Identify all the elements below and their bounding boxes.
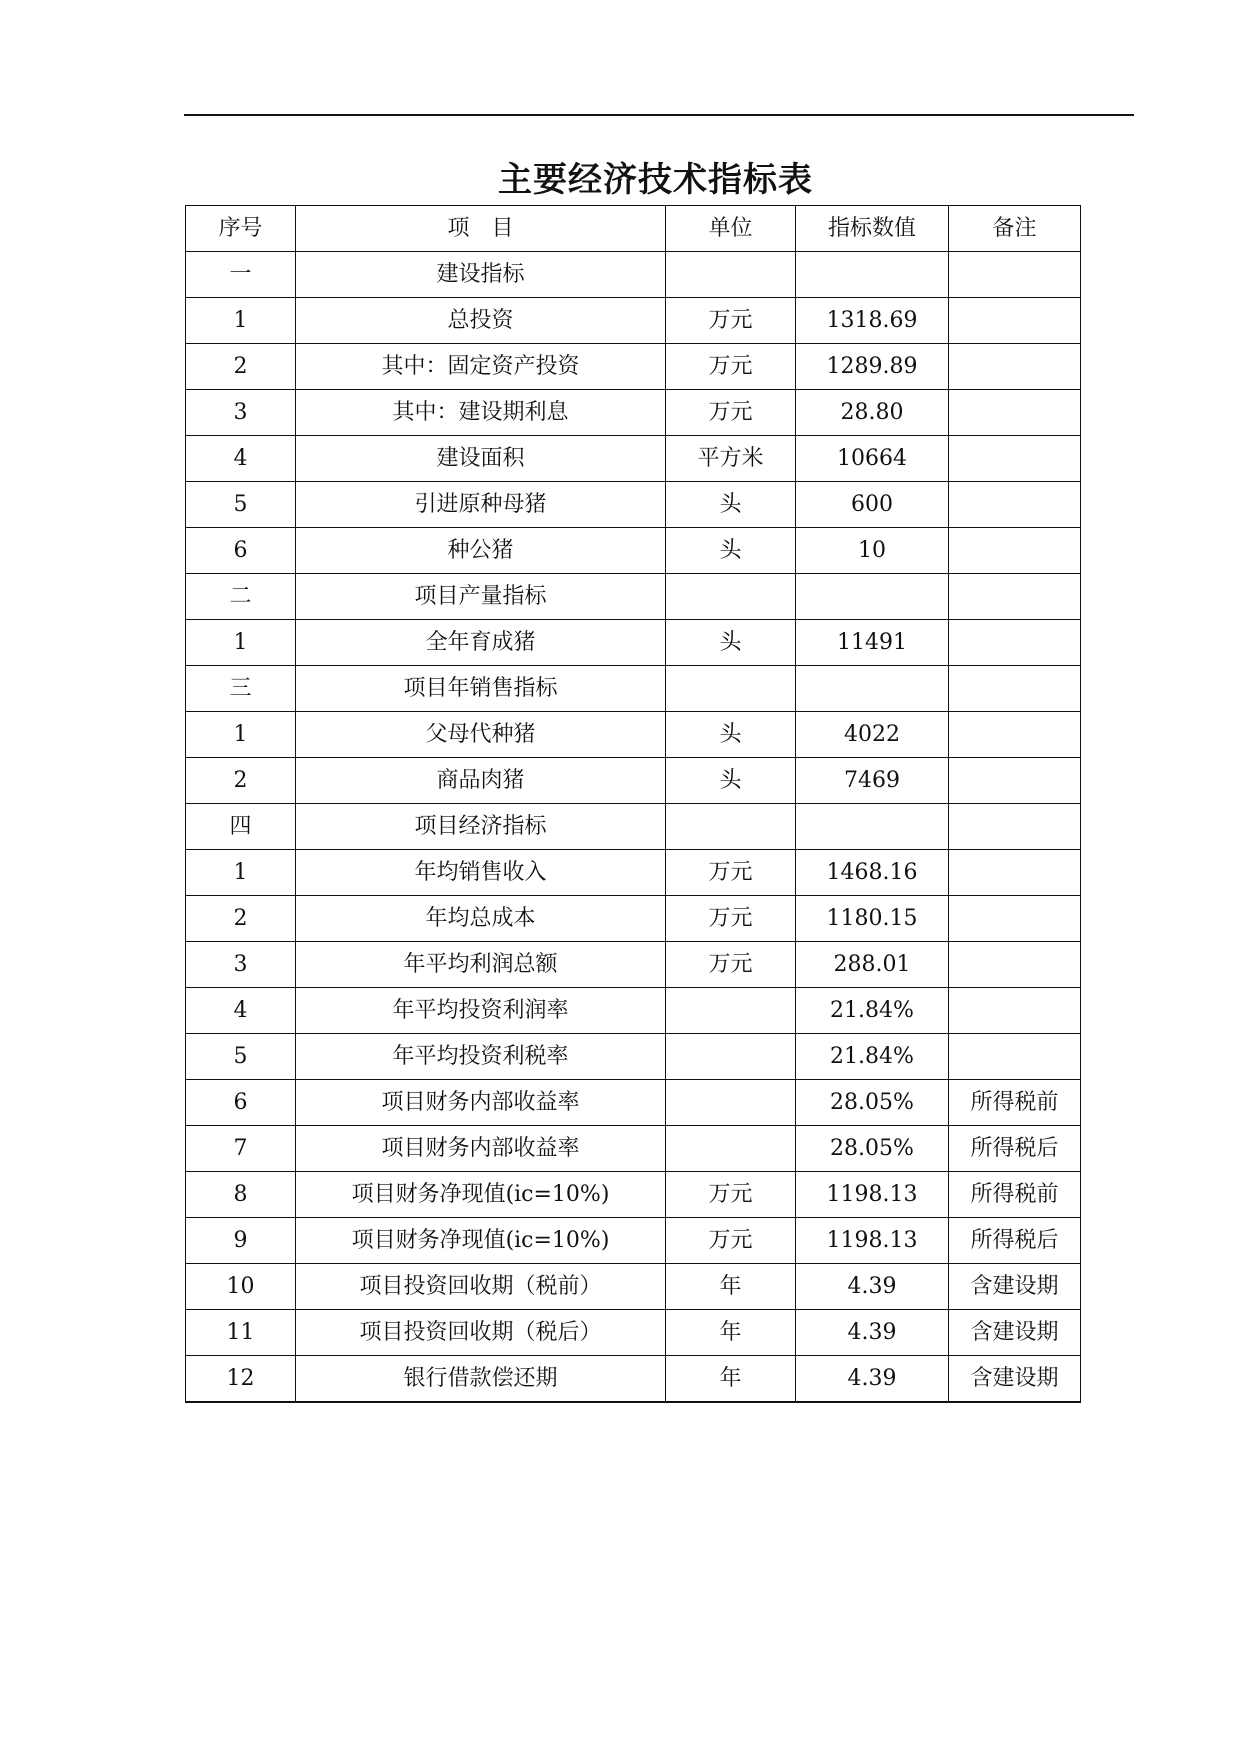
cell-no: 6 <box>186 1080 296 1126</box>
cell-no: 1 <box>186 298 296 344</box>
page-title: 主要经济技术指标表 <box>498 160 813 200</box>
cell-unit: 年 <box>666 1264 796 1310</box>
cell-note: 含建设期 <box>949 1310 1081 1356</box>
table-body <box>186 252 1081 1403</box>
cell-no: 1 <box>186 712 296 758</box>
table-row <box>186 482 1081 528</box>
cell-item: 年平均投资利税率 <box>296 1034 666 1080</box>
table-row <box>186 1034 1081 1080</box>
table-row <box>186 712 1081 758</box>
cell-no: 2 <box>186 344 296 390</box>
cell-no: 三 <box>186 666 296 712</box>
cell-note <box>949 620 1081 666</box>
cell-item: 项目财务内部收益率 <box>296 1126 666 1172</box>
cell-unit: 头 <box>666 712 796 758</box>
cell-value: 600 <box>796 482 949 528</box>
cell-note: 含建设期 <box>949 1356 1081 1403</box>
column-header-unit: 单位 <box>666 206 796 252</box>
cell-value: 1198.13 <box>796 1218 949 1264</box>
cell-item: 种公猪 <box>296 528 666 574</box>
cell-item: 项目财务净现值(ic=10%) <box>296 1172 666 1218</box>
cell-unit: 头 <box>666 482 796 528</box>
cell-unit: 万元 <box>666 850 796 896</box>
cell-note <box>949 804 1081 850</box>
cell-value: 7469 <box>796 758 949 804</box>
cell-no: 一 <box>186 252 296 298</box>
cell-value: 288.01 <box>796 942 949 988</box>
cell-value: 1198.13 <box>796 1172 949 1218</box>
cell-item: 项目财务净现值(ic=10%) <box>296 1218 666 1264</box>
cell-note <box>949 436 1081 482</box>
cell-unit: 头 <box>666 758 796 804</box>
cell-unit <box>666 666 796 712</box>
cell-item: 父母代种猪 <box>296 712 666 758</box>
cell-unit <box>666 1126 796 1172</box>
cell-value: 28.05% <box>796 1080 949 1126</box>
cell-unit: 万元 <box>666 1218 796 1264</box>
cell-note <box>949 712 1081 758</box>
cell-item: 商品肉猪 <box>296 758 666 804</box>
cell-no: 5 <box>186 482 296 528</box>
cell-note <box>949 298 1081 344</box>
table-row <box>186 1172 1081 1218</box>
cell-note <box>949 758 1081 804</box>
column-header-value: 指标数值 <box>796 206 949 252</box>
cell-no: 11 <box>186 1310 296 1356</box>
cell-note: 含建设期 <box>949 1264 1081 1310</box>
header-rule <box>184 114 1134 116</box>
cell-item: 项目产量指标 <box>296 574 666 620</box>
cell-unit: 万元 <box>666 344 796 390</box>
table-row <box>186 298 1081 344</box>
cell-unit: 平方米 <box>666 436 796 482</box>
table-row <box>186 758 1081 804</box>
cell-unit: 年 <box>666 1356 796 1403</box>
cell-no: 3 <box>186 942 296 988</box>
cell-unit: 万元 <box>666 896 796 942</box>
table-row <box>186 1080 1081 1126</box>
cell-note: 所得税前 <box>949 1080 1081 1126</box>
table-row <box>186 988 1081 1034</box>
cell-value: 4.39 <box>796 1356 949 1403</box>
cell-value: 4.39 <box>796 1310 949 1356</box>
cell-note <box>949 942 1081 988</box>
cell-unit: 万元 <box>666 390 796 436</box>
cell-item: 年均销售收入 <box>296 850 666 896</box>
cell-no: 10 <box>186 1264 296 1310</box>
cell-no: 8 <box>186 1172 296 1218</box>
cell-value: 10 <box>796 528 949 574</box>
cell-note <box>949 390 1081 436</box>
cell-value: 4.39 <box>796 1264 949 1310</box>
cell-value <box>796 252 949 298</box>
cell-item: 银行借款偿还期 <box>296 1356 666 1403</box>
cell-note <box>949 482 1081 528</box>
cell-no: 4 <box>186 436 296 482</box>
cell-item: 项目投资回收期（税前） <box>296 1264 666 1310</box>
table-row <box>186 528 1081 574</box>
cell-no: 9 <box>186 1218 296 1264</box>
cell-value: 4022 <box>796 712 949 758</box>
cell-unit <box>666 1034 796 1080</box>
cell-unit <box>666 252 796 298</box>
table-row <box>186 804 1081 850</box>
cell-no: 二 <box>186 574 296 620</box>
cell-no: 2 <box>186 758 296 804</box>
table-row <box>186 896 1081 942</box>
cell-unit: 头 <box>666 620 796 666</box>
cell-item: 其中：固定资产投资 <box>296 344 666 390</box>
cell-item: 年平均利润总额 <box>296 942 666 988</box>
cell-no: 12 <box>186 1356 296 1403</box>
cell-unit: 万元 <box>666 1172 796 1218</box>
table-row <box>186 344 1081 390</box>
cell-value: 1468.16 <box>796 850 949 896</box>
cell-note: 所得税前 <box>949 1172 1081 1218</box>
table-row <box>186 620 1081 666</box>
cell-note: 所得税后 <box>949 1218 1081 1264</box>
cell-no: 7 <box>186 1126 296 1172</box>
table-row <box>186 436 1081 482</box>
cell-note <box>949 574 1081 620</box>
table-row <box>186 1126 1081 1172</box>
cell-item: 项目投资回收期（税后） <box>296 1310 666 1356</box>
indicators-table <box>185 205 1081 1403</box>
cell-note <box>949 896 1081 942</box>
cell-item: 年平均投资利润率 <box>296 988 666 1034</box>
cell-unit: 万元 <box>666 942 796 988</box>
cell-unit <box>666 574 796 620</box>
table-header-row <box>186 206 1081 252</box>
table-row <box>186 666 1081 712</box>
cell-item: 建设面积 <box>296 436 666 482</box>
table-row <box>186 942 1081 988</box>
cell-value: 10664 <box>796 436 949 482</box>
cell-value: 11491 <box>796 620 949 666</box>
cell-unit <box>666 1080 796 1126</box>
cell-note <box>949 988 1081 1034</box>
column-header-no: 序号 <box>186 206 296 252</box>
table-row <box>186 1218 1081 1264</box>
cell-no: 1 <box>186 620 296 666</box>
table-row <box>186 850 1081 896</box>
table-row <box>186 1356 1081 1403</box>
cell-item: 全年育成猪 <box>296 620 666 666</box>
cell-no: 4 <box>186 988 296 1034</box>
cell-item: 项目经济指标 <box>296 804 666 850</box>
cell-note: 所得税后 <box>949 1126 1081 1172</box>
cell-value <box>796 666 949 712</box>
cell-item: 建设指标 <box>296 252 666 298</box>
cell-no: 6 <box>186 528 296 574</box>
cell-value <box>796 574 949 620</box>
cell-item: 其中：建设期利息 <box>296 390 666 436</box>
cell-no: 5 <box>186 1034 296 1080</box>
cell-note <box>949 344 1081 390</box>
cell-note <box>949 666 1081 712</box>
cell-value: 1180.15 <box>796 896 949 942</box>
cell-value: 1318.69 <box>796 298 949 344</box>
cell-value <box>796 804 949 850</box>
cell-value: 28.05% <box>796 1126 949 1172</box>
cell-note <box>949 252 1081 298</box>
cell-unit: 头 <box>666 528 796 574</box>
cell-note <box>949 850 1081 896</box>
table-row <box>186 1310 1081 1356</box>
cell-value: 28.80 <box>796 390 949 436</box>
cell-item: 总投资 <box>296 298 666 344</box>
table-row <box>186 1264 1081 1310</box>
table-row <box>186 390 1081 436</box>
table-row <box>186 252 1081 298</box>
cell-item: 项目年销售指标 <box>296 666 666 712</box>
cell-value: 21.84% <box>796 1034 949 1080</box>
column-header-item: 项 目 <box>296 206 666 252</box>
cell-item: 引进原种母猪 <box>296 482 666 528</box>
cell-unit: 万元 <box>666 298 796 344</box>
column-header-note: 备注 <box>949 206 1081 252</box>
cell-value: 1289.89 <box>796 344 949 390</box>
cell-item: 项目财务内部收益率 <box>296 1080 666 1126</box>
cell-note <box>949 528 1081 574</box>
cell-no: 四 <box>186 804 296 850</box>
cell-item: 年均总成本 <box>296 896 666 942</box>
table-row <box>186 574 1081 620</box>
cell-no: 2 <box>186 896 296 942</box>
cell-no: 3 <box>186 390 296 436</box>
cell-value: 21.84% <box>796 988 949 1034</box>
cell-unit: 年 <box>666 1310 796 1356</box>
cell-unit <box>666 804 796 850</box>
cell-unit <box>666 988 796 1034</box>
cell-no: 1 <box>186 850 296 896</box>
cell-note <box>949 1034 1081 1080</box>
